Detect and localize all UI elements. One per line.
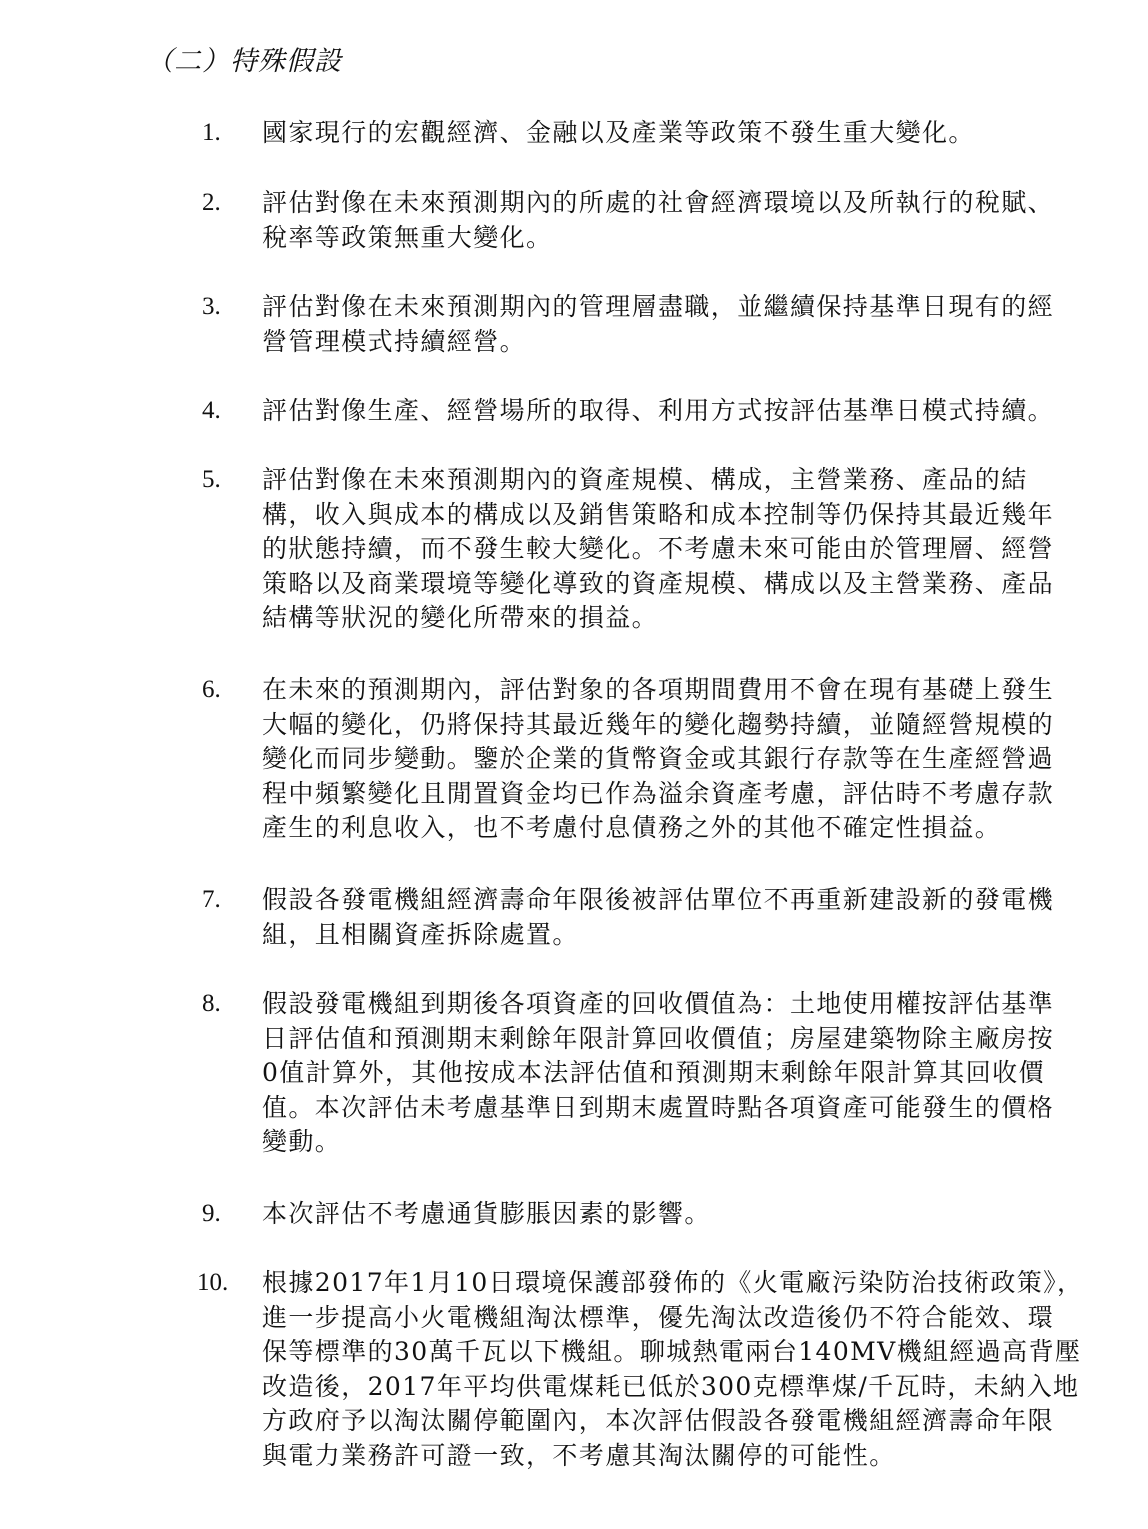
item-number: 5. (202, 466, 221, 493)
text-line: 評估對像在未來預測期內的所處的社會經濟環境以及所執行的稅賦、 (262, 188, 1055, 217)
text-line: 程中頻繁變化且閒置資金均已作為溢余資產考慮，評估時不考慮存款 (262, 778, 1055, 808)
text-line: 方政府予以淘汰關停範圍內，本次評估假設各發電機組經濟壽命年限 (262, 1406, 1055, 1435)
item-number: 10. (197, 1269, 229, 1296)
item-number: 8. (202, 990, 221, 1017)
text-line: 稅率等政策無重大變化。 (262, 222, 553, 252)
text-line: 進一步提高小火電機組淘汰標準，優先淘汰改造後仍不符合能效、環 (262, 1302, 1055, 1332)
item-text (262, 673, 1087, 846)
text-line: 改造後，2017年平均供電煤耗已低於300克標準煤/千瓦時，未納入地 (262, 1371, 1080, 1401)
text-line: 國家現行的宏觀經濟、金融以及產業等政策不發生重大變化。 (262, 118, 975, 147)
text-line: 組，且相關資產拆除處置。 (262, 919, 579, 949)
text-line: 本次評估不考慮通貨膨脹因素的影響。 (262, 1199, 711, 1228)
text-line: 大幅的變化，仍將保持其最近幾年的變化趨勢持續，並隨經營規模的 (262, 709, 1055, 739)
text-line: 變動。 (262, 1127, 342, 1156)
item-number: 4. (202, 397, 221, 424)
item-text (262, 290, 1087, 359)
text-line: 評估對像在未來預測期內的管理層盡職，並繼續保持基準日現有的經 (262, 292, 1055, 321)
item-number: 7. (202, 886, 221, 913)
text-line: 策略以及商業環境等變化導致的資產規模、構成以及主營業務、產品 (262, 568, 1055, 598)
item-number: 2. (202, 189, 221, 216)
text-line: 評估對像在未來預測期內的資產規模、構成，主營業務、產品的結 (262, 465, 1028, 494)
text-line: 的狀態持續，而不發生較大變化。不考慮未來可能由於管理層、經營 (262, 534, 1055, 563)
item-text (262, 1197, 1087, 1232)
text-line: 假設各發電機組經濟壽命年限後被評估單位不再重新建設新的發電機 (262, 885, 1055, 914)
item-text (262, 987, 1087, 1160)
text-line: 結構等狀況的變化所帶來的損益。 (262, 603, 659, 632)
item-text (262, 116, 1087, 151)
item-number: 6. (202, 676, 221, 703)
text-line: 產生的利息收入，也不考慮付息債務之外的其他不確定性損益。 (262, 813, 1002, 842)
section-heading: （二）特殊假設 (146, 46, 342, 77)
text-line: 假設發電機組到期後各項資產的回收價值為：土地使用權按評估基準 (262, 989, 1055, 1018)
text-line: 構，收入與成本的構成以及銷售策略和成本控制等仍保持其最近幾年 (262, 499, 1055, 529)
text-line: 評估對像生產、經營場所的取得、利用方式按評估基準日模式持續。 (262, 396, 1055, 425)
text-line: 根據2017年1月10日環境保護部發佈的《火電廠污染防治技術政策》， (262, 1268, 1084, 1297)
item-text (262, 463, 1087, 636)
text-line: 日評估值和預測期末剩餘年限計算回收價值；房屋建築物除主廠房按 (262, 1023, 1055, 1053)
text-line: 與電力業務許可證一致，不考慮其淘汰關停的可能性。 (262, 1440, 896, 1470)
text-line: 保等標準的30萬千瓦以下機組。聊城熱電兩台140MV機組經過高背壓 (262, 1337, 1082, 1366)
text-line: 0值計算外，其他按成本法評估值和預測期末剩餘年限計算其回收價 (262, 1058, 1045, 1087)
text-line: 變化而同步變動。鑒於企業的貨幣資金或其銀行存款等在生產經營過 (262, 744, 1055, 773)
item-number: 9. (202, 1200, 221, 1227)
text-line: 在未來的預測期內，評估對象的各項期間費用不會在現有基礎上發生 (262, 675, 1055, 704)
item-text (262, 1266, 1087, 1473)
item-text (262, 186, 1087, 255)
item-number: 3. (202, 293, 221, 320)
item-text (262, 394, 1087, 429)
text-line: 營管理模式持續經營。 (262, 326, 527, 356)
text-line: 值。本次評估未考慮基準日到期末處置時點各項資產可能發生的價格 (262, 1092, 1055, 1122)
item-number: 1. (202, 119, 221, 146)
item-text (262, 883, 1087, 952)
